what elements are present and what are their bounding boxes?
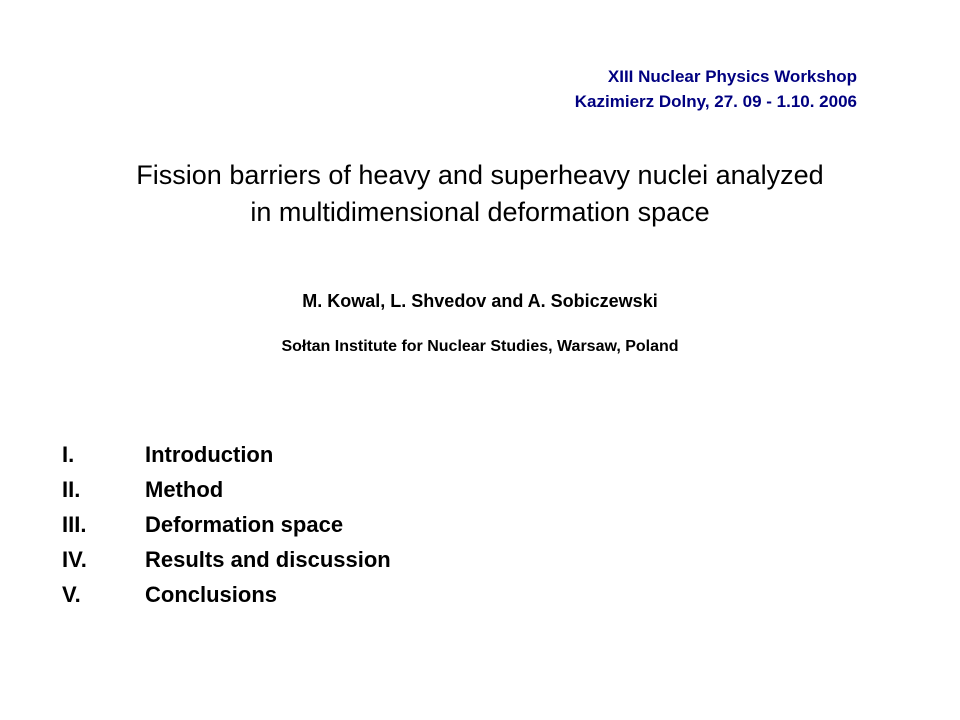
outline-number: III. — [62, 512, 87, 537]
workshop-name: XIII Nuclear Physics Workshop — [607, 67, 857, 86]
affiliation: Sołtan Institute for Nuclear Studies, Warsaw, Poland — [281, 338, 679, 355]
outline-label: Conclusions — [145, 582, 278, 607]
title-line-1: Fission barriers of heavy and superheavy nuclei analyzed — [136, 160, 824, 190]
outline-number: II. — [62, 477, 81, 502]
authors: M. Kowal, L. Shvedov and A. Sobiczewski — [302, 291, 658, 311]
outline-label: Method — [145, 477, 224, 502]
workshop-place-date: Kazimierz Dolny, 27. 09 - 1.10. 2006 — [574, 92, 857, 111]
title-line-2: in multidimensional deformation space — [250, 197, 710, 227]
outline-number: IV. — [62, 547, 87, 572]
outline-label: Introduction — [145, 442, 274, 467]
outline-number: I. — [62, 442, 75, 467]
slide-title — [0, 157, 960, 231]
workshop-header — [575, 64, 857, 114]
outline-label: Results and discussion — [145, 547, 391, 572]
outline-label: Deformation space — [145, 512, 344, 537]
outline-number: V. — [62, 582, 81, 607]
